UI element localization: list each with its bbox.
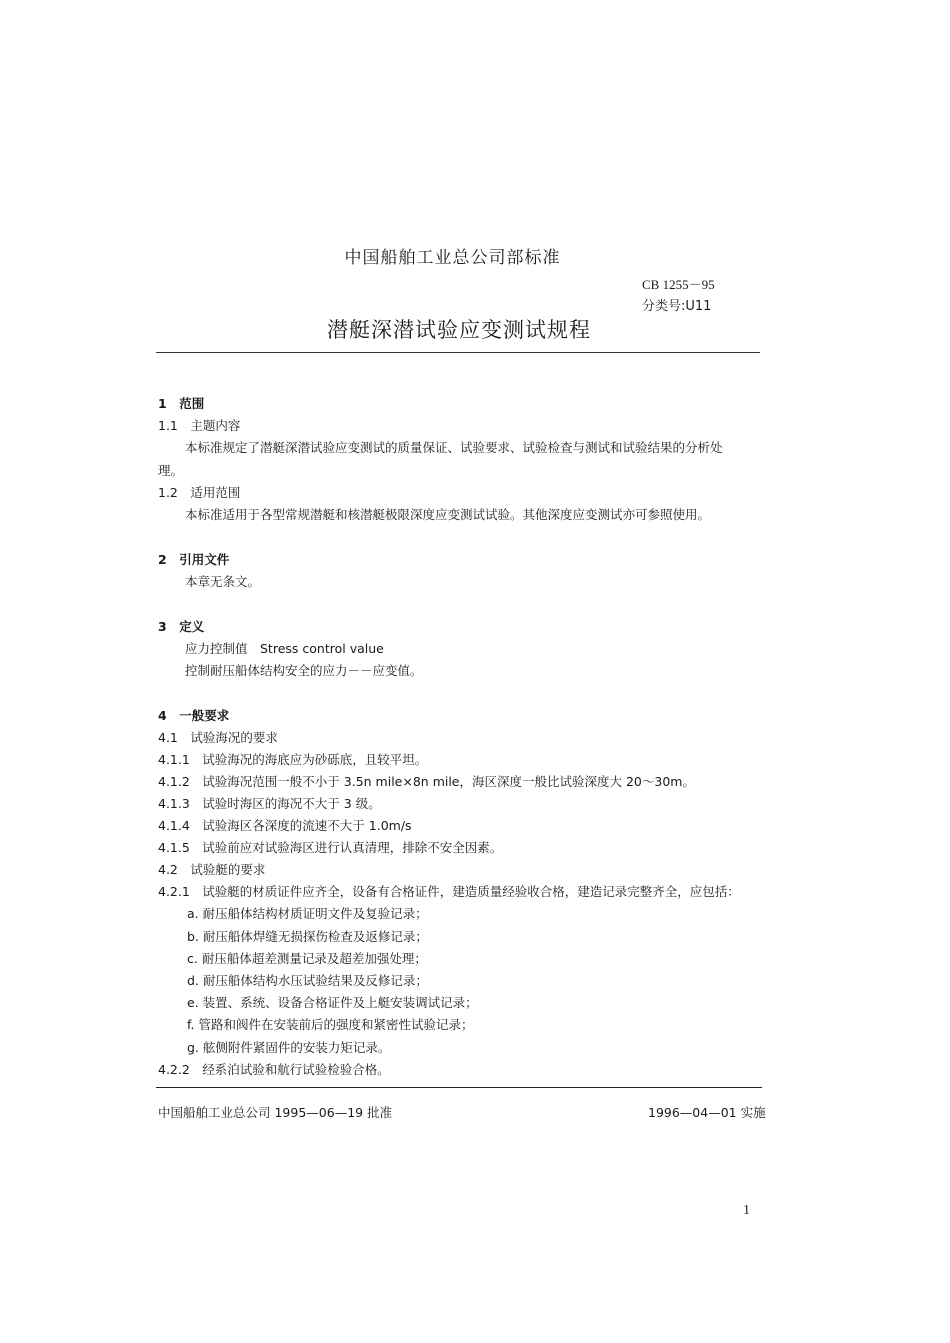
section-4-1-heading: 4.1 试验海况的要求 <box>158 730 278 745</box>
section-3-heading: 3 定义 <box>158 619 205 634</box>
clause-4-2-1: 4.2.1 试验艇的材质证件应齐全，设备有合格证件，建造质量经验收合格，建造记录完整齐全，应包括： <box>158 884 740 899</box>
section-1-1-heading: 1.1 主题内容 <box>158 418 241 433</box>
section-4-2-heading: 4.2 试验艇的要求 <box>158 862 266 877</box>
section-4-heading: 4 一般要求 <box>158 708 230 723</box>
list-item: f. 管路和阀件在安装前后的强度和紧密性试验记录； <box>187 1017 474 1032</box>
clause-4-2-2: 4.2.2 经系泊试验和航行试验检验合格。 <box>158 1062 390 1077</box>
clause-4-1-4: 4.1.4 试验海区各深度的流速不大于 1.0m/s <box>158 818 412 833</box>
section-1-1-paragraph-line1: 本标准规定了潜艇深潜试验应变测试的质量保证、试验要求、试验检查与测试和试验结果的分析处 <box>185 440 723 455</box>
section-1-2-paragraph: 本标准适用于各型常规潜艇和核潜艇极限深度应变测试试验。其他深度应变测试亦可参照使用。 <box>185 507 711 522</box>
list-item: b. 耐压船体焊缝无损探伤检查及返修记录； <box>187 929 428 944</box>
list-item: c. 耐压船体超差测量记录及超差加强处理； <box>187 951 427 966</box>
section-1-1-paragraph-line2: 理。 <box>158 463 184 478</box>
clause-4-1-1: 4.1.1 试验海况的海底应为砂砾底，且较平坦。 <box>158 752 428 767</box>
list-item: a. 耐压船体结构材质证明文件及复验记录； <box>187 906 428 921</box>
list-item: g. 舷侧附件紧固件的安装力矩记录。 <box>187 1040 391 1055</box>
clause-4-1-2: 4.1.2 试验海况范围一般不小于 3.5n mile×8n mile，海区深度一般比试验深度大 20～30m。 <box>158 774 695 789</box>
header-divider <box>156 352 760 353</box>
section-2-paragraph: 本章无条文。 <box>185 574 261 589</box>
document-title: 潜艇深潜试验应变测试规程 <box>327 318 591 342</box>
clause-4-1-5: 4.1.5 试验前应对试验海区进行认真清理，排除不安全因素。 <box>158 840 503 855</box>
issuing-body-heading: 中国船舶工业总公司部标准 <box>344 248 561 268</box>
section-1-heading: 1 范围 <box>158 396 205 411</box>
list-item: d. 耐压船体结构水压试验结果及反修记录； <box>187 973 428 988</box>
section-1-2-heading: 1.2 适用范围 <box>158 485 241 500</box>
clause-4-1-3: 4.1.3 试验时海区的海况不大于 3 级。 <box>158 796 381 811</box>
approval-line: 中国船舶工业总公司 1995—06—19 批准 <box>158 1105 393 1120</box>
classification-code: 分类号:U11 <box>642 299 712 314</box>
list-item: e. 装置、系统、设备合格证件及上艇安装调试记录； <box>187 995 478 1010</box>
standard-number: CB 1255－95 <box>642 277 715 292</box>
footer-divider <box>156 1087 762 1088</box>
page-number: 1 <box>743 1203 750 1218</box>
definition-term: 应力控制值 Stress control value <box>185 641 384 656</box>
section-2-heading: 2 引用文件 <box>158 552 230 567</box>
definition-text: 控制耐压船体结构安全的应力－－应变值。 <box>185 663 423 678</box>
implementation-date: 1996—04—01 实施 <box>648 1105 766 1120</box>
